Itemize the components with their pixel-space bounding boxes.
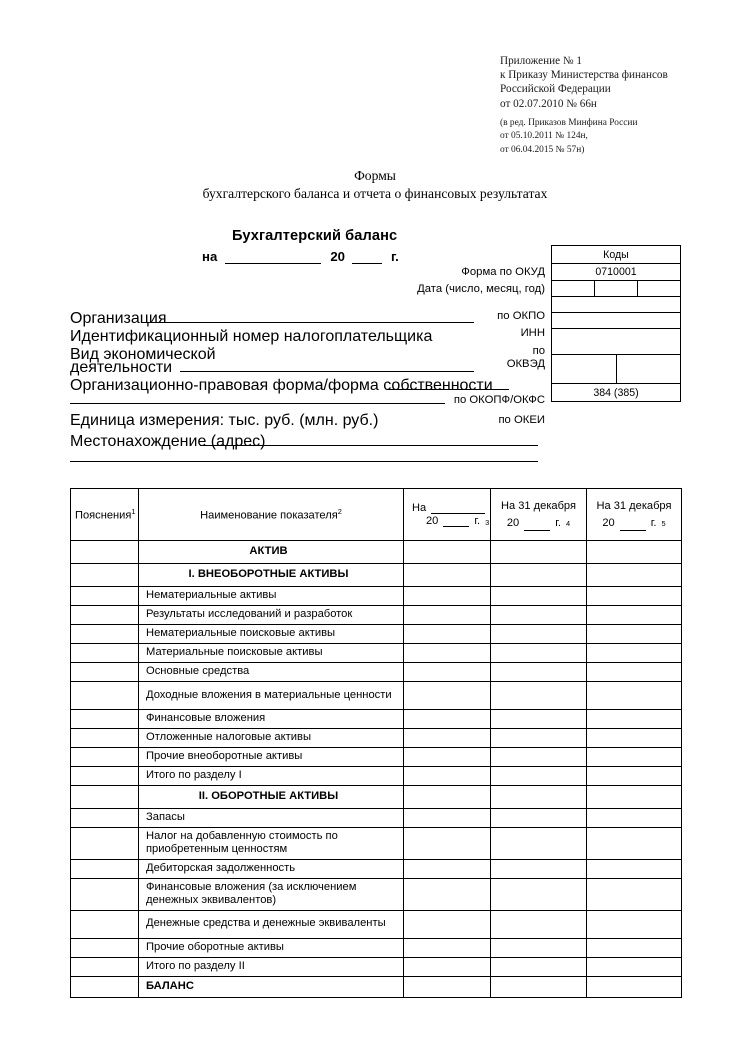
page-title: Бухгалтерский баланс [232, 228, 398, 244]
table-row [71, 957, 682, 976]
cell-value-current[interactable] [404, 859, 491, 878]
cell-value-current[interactable] [404, 828, 491, 860]
cell-notes[interactable] [71, 587, 139, 606]
cell-indicator-name: Финансовые вложения [139, 710, 404, 729]
cell-value-prev-1[interactable] [491, 564, 587, 587]
header-col3-suffix: г. [474, 515, 481, 527]
cell-notes[interactable] [71, 767, 139, 786]
cell-indicator-name: Итого по разделу II [139, 957, 404, 976]
header-col3-blank[interactable] [431, 502, 485, 514]
header-period-current [404, 489, 491, 541]
cell-value-prev-1[interactable] [491, 938, 587, 957]
cell-value-prev-2[interactable] [587, 587, 682, 606]
cell-notes[interactable] [71, 541, 139, 564]
label-date: Дата (число, месяц, год) [417, 283, 545, 295]
balance-table-body [71, 541, 682, 998]
cell-value-prev-2[interactable] [587, 809, 682, 828]
header-col5-year-blank[interactable] [620, 519, 646, 531]
cell-value-prev-2[interactable] [587, 710, 682, 729]
cell-indicator-name: Материальные поисковые активы [139, 644, 404, 663]
balance-table-header-row [71, 489, 682, 541]
balance-date-line [202, 249, 399, 264]
cell-notes[interactable] [71, 663, 139, 682]
header-col5-year: 20 [602, 516, 615, 529]
okei-value-cell: 384 (385) [593, 386, 639, 399]
cell-value-prev-2[interactable] [587, 938, 682, 957]
header-col4-sup: 4 [566, 518, 571, 528]
balance-table [70, 488, 682, 998]
table-row [71, 729, 682, 748]
forms-title [0, 167, 750, 203]
cell-value-current[interactable] [404, 910, 491, 938]
location-input-line-2[interactable] [70, 461, 538, 462]
label-okopf-okfs: по ОКОПФ/ОКФС [453, 394, 545, 406]
year-blank-field[interactable] [352, 250, 382, 264]
forms-title-line-2: бухгалтерского баланса и отчета о финансовых результатах [202, 186, 548, 201]
date-day-cell[interactable] [552, 281, 595, 296]
organization-input-line[interactable] [144, 322, 474, 323]
cell-value-prev-1[interactable] [491, 541, 587, 564]
header-col4-year-blank[interactable] [524, 519, 550, 531]
table-row [71, 564, 682, 587]
label-okei: по ОКЕИ [498, 414, 545, 426]
header-col3-sup: 3 [485, 518, 490, 527]
cell-notes[interactable] [71, 729, 139, 748]
header-notes-sup: 1 [131, 507, 136, 517]
cell-indicator-name: Доходные вложения в материальные ценности [139, 682, 404, 710]
cell-indicator-name: АКТИВ [139, 541, 404, 564]
cell-notes[interactable] [71, 710, 139, 729]
location-input-line[interactable] [200, 445, 538, 446]
amendment-line-1: (в ред. Приказов Минфина России [500, 117, 638, 128]
cell-value-current[interactable] [404, 976, 491, 997]
table-row [71, 976, 682, 997]
table-row [71, 541, 682, 564]
table-row [71, 682, 682, 710]
date-cells-row [552, 281, 680, 297]
reference-line-1: Приложение № 1 [500, 55, 582, 67]
label-okved-line2: ОКВЭД [506, 358, 545, 370]
reference-block [500, 54, 715, 157]
cell-value-prev-2[interactable] [587, 663, 682, 682]
header-indicator [139, 489, 404, 541]
date-prefix-label: на [202, 249, 218, 264]
date-year-cell[interactable] [638, 281, 680, 296]
inn-value-cell[interactable] [552, 313, 680, 329]
cell-value-current[interactable] [404, 625, 491, 644]
table-row [71, 938, 682, 957]
okud-value-cell: 0710001 [552, 264, 680, 281]
okpo-value-cell[interactable] [552, 297, 680, 313]
table-row [71, 587, 682, 606]
header-col4-suffix: г. [555, 516, 561, 529]
cell-value-prev-2[interactable] [587, 606, 682, 625]
table-row [71, 606, 682, 625]
cell-value-prev-1[interactable] [491, 809, 587, 828]
label-unit: Единица измерения: тыс. руб. (млн. руб.) [70, 412, 379, 429]
cell-indicator-name: I. ВНЕОБОРОТНЫЕ АКТИВЫ [139, 564, 404, 587]
cell-notes[interactable] [71, 878, 139, 910]
header-period-prev-2 [587, 489, 682, 541]
table-row [71, 809, 682, 828]
cell-indicator-name: Нематериальные активы [139, 587, 404, 606]
cell-value-prev-1[interactable] [491, 910, 587, 938]
cell-value-prev-1[interactable] [491, 786, 587, 809]
cell-indicator-name: Результаты исследований и разработок [139, 606, 404, 625]
reference-line-4: от 02.07.2010 № 66н [500, 97, 597, 110]
cell-value-prev-2[interactable] [587, 564, 682, 587]
cell-value-prev-1[interactable] [491, 625, 587, 644]
header-col3-year-blank[interactable] [443, 515, 469, 527]
cell-indicator-name: Дебиторская задолженность [139, 859, 404, 878]
okopf-value-cell[interactable] [552, 355, 617, 383]
legal-form-input-line-2[interactable] [70, 403, 445, 404]
table-row [71, 644, 682, 663]
label-inn-full: Идентификационный номер налогоплательщика [70, 328, 433, 345]
cell-value-prev-1[interactable] [491, 748, 587, 767]
cell-notes[interactable] [71, 910, 139, 938]
cell-indicator-name: Нематериальные поисковые активы [139, 625, 404, 644]
cell-value-prev-1[interactable] [491, 767, 587, 786]
cell-value-prev-1[interactable] [491, 606, 587, 625]
legal-form-input-line[interactable] [387, 389, 509, 390]
table-row [71, 859, 682, 878]
cell-value-prev-2[interactable] [587, 878, 682, 910]
reference-line-2: к Приказу Министерства финансов [500, 69, 668, 82]
cell-value-prev-1[interactable] [491, 976, 587, 997]
cell-indicator-name: II. ОБОРОТНЫЕ АКТИВЫ [139, 786, 404, 809]
cell-value-prev-2[interactable] [587, 729, 682, 748]
cell-indicator-name: Прочие оборотные активы [139, 938, 404, 957]
table-row [71, 828, 682, 860]
cell-notes[interactable] [71, 644, 139, 663]
cell-notes[interactable] [71, 748, 139, 767]
cell-value-prev-2[interactable] [587, 767, 682, 786]
cell-indicator-name: Налог на добавленную стоимость по приобретенным ценностям [139, 828, 404, 860]
cell-notes[interactable] [71, 606, 139, 625]
label-okved-line1: по [532, 345, 545, 357]
table-row [71, 786, 682, 809]
cell-value-current[interactable] [404, 767, 491, 786]
cell-notes[interactable] [71, 957, 139, 976]
cell-value-prev-2[interactable] [587, 910, 682, 938]
codes-header-cell: Коды [552, 246, 680, 264]
cell-value-prev-1[interactable] [491, 663, 587, 682]
cell-indicator-name: БАЛАНС [139, 976, 404, 997]
cell-value-current[interactable] [404, 587, 491, 606]
okved-value-cell[interactable] [552, 329, 680, 355]
cell-value-prev-2[interactable] [587, 644, 682, 663]
cell-indicator-name: Финансовые вложения (за исключением денежных эквивалентов) [139, 878, 404, 910]
cell-value-current[interactable] [404, 663, 491, 682]
label-inn: ИНН [520, 327, 545, 339]
cell-value-current[interactable] [404, 748, 491, 767]
cell-value-prev-2[interactable] [587, 957, 682, 976]
cell-notes[interactable] [71, 564, 139, 587]
cell-value-current[interactable] [404, 878, 491, 910]
table-row [71, 748, 682, 767]
cell-value-prev-1[interactable] [491, 729, 587, 748]
cell-indicator-name: Прочие внеоборотные активы [139, 748, 404, 767]
label-okpo: по ОКПО [497, 310, 545, 322]
cell-value-prev-2[interactable] [587, 748, 682, 767]
amendment-line-2: от 05.10.2011 № 124н, [500, 131, 588, 142]
cell-notes[interactable] [71, 976, 139, 997]
table-row [71, 767, 682, 786]
codes-table [551, 245, 681, 402]
okfs-value-cell[interactable] [617, 355, 681, 383]
cell-indicator-name: Итого по разделу I [139, 767, 404, 786]
cell-indicator-name: Основные средства [139, 663, 404, 682]
cell-value-prev-2[interactable] [587, 541, 682, 564]
table-row [71, 663, 682, 682]
label-organization: Организация [70, 310, 167, 327]
cell-value-current[interactable] [404, 710, 491, 729]
cell-value-current[interactable] [404, 541, 491, 564]
cell-value-prev-2[interactable] [587, 976, 682, 997]
cell-value-current[interactable] [404, 682, 491, 710]
header-col5-sup: 5 [661, 518, 666, 528]
okopf-okfs-row [552, 355, 680, 384]
cell-notes[interactable] [71, 938, 139, 957]
cell-value-current[interactable] [404, 606, 491, 625]
year-suffix-label: г. [390, 249, 399, 264]
table-row [71, 710, 682, 729]
cell-indicator-name: Денежные средства и денежные эквиваленты [139, 910, 404, 938]
cell-value-current[interactable] [404, 564, 491, 587]
cell-value-prev-1[interactable] [491, 828, 587, 860]
cell-notes[interactable] [71, 625, 139, 644]
label-form-okud: Форма по ОКУД [461, 266, 545, 278]
cell-notes[interactable] [71, 828, 139, 860]
header-indicator-sup: 2 [337, 507, 342, 517]
header-period-prev-1 [491, 489, 587, 541]
cell-value-current[interactable] [404, 786, 491, 809]
cell-value-current[interactable] [404, 809, 491, 828]
cell-value-prev-2[interactable] [587, 625, 682, 644]
table-row [71, 625, 682, 644]
cell-indicator-name: Отложенные налоговые активы [139, 729, 404, 748]
cell-value-current[interactable] [404, 729, 491, 748]
cell-value-prev-1[interactable] [491, 710, 587, 729]
cell-value-current[interactable] [404, 938, 491, 957]
amendment-line-3: от 06.04.2015 № 57н) [500, 144, 585, 155]
header-notes-label: Пояснения [75, 509, 132, 522]
year-prefix-label: 20 [330, 249, 345, 264]
reference-line-3: Российской Федерации [500, 83, 611, 96]
date-blank-field[interactable] [225, 250, 321, 264]
cell-value-prev-1[interactable] [491, 878, 587, 910]
cell-value-prev-2[interactable] [587, 859, 682, 878]
table-row [71, 910, 682, 938]
header-col4-line1: На 31 декабря [500, 499, 576, 512]
forms-title-line-1: Формы [354, 168, 396, 183]
table-row [71, 878, 682, 910]
header-notes [71, 489, 139, 541]
cell-value-current[interactable] [404, 957, 491, 976]
cell-value-prev-1[interactable] [491, 859, 587, 878]
cell-value-current[interactable] [404, 644, 491, 663]
label-legal-form: Организационно-правовая форма/форма собственности [70, 377, 493, 394]
label-location: Местонахождение (адрес) [70, 433, 266, 450]
label-activity-line-1: Вид экономической [70, 346, 216, 363]
date-month-cell[interactable] [595, 281, 638, 296]
header-col3-year: 20 [426, 515, 439, 527]
cell-value-prev-2[interactable] [587, 786, 682, 809]
header-col5-suffix: г. [650, 516, 657, 529]
header-indicator-label: Наименование показателя [200, 509, 338, 522]
header-col5-line1: На 31 декабря [596, 499, 672, 512]
cell-value-prev-1[interactable] [491, 587, 587, 606]
cell-notes[interactable] [71, 682, 139, 710]
cell-indicator-name: Запасы [139, 809, 404, 828]
cell-notes[interactable] [71, 786, 139, 809]
header-col4-year: 20 [506, 516, 520, 529]
cell-value-prev-2[interactable] [587, 682, 682, 710]
cell-value-prev-1[interactable] [491, 644, 587, 663]
cell-notes[interactable] [71, 859, 139, 878]
cell-value-prev-1[interactable] [491, 682, 587, 710]
activity-input-line[interactable] [180, 371, 474, 372]
cell-notes[interactable] [71, 809, 139, 828]
cell-value-prev-1[interactable] [491, 957, 587, 976]
header-col3-prefix: На [412, 502, 427, 514]
cell-value-prev-2[interactable] [587, 828, 682, 860]
label-activity-line-2: деятельности [70, 359, 173, 376]
